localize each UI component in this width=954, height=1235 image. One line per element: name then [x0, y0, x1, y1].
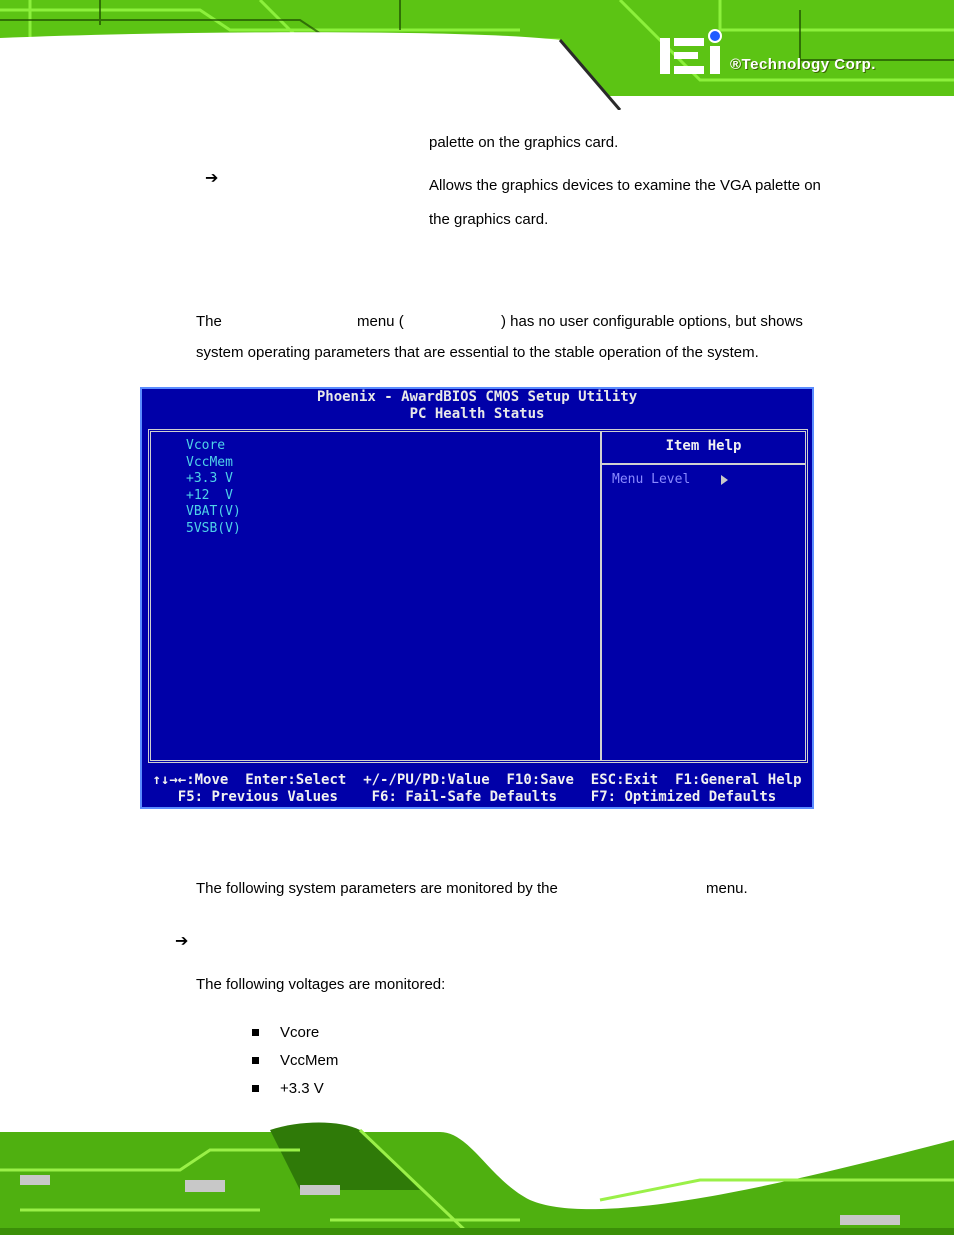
bios-panel [148, 429, 808, 763]
voltage-item-3v3: +3.3 V [280, 1080, 324, 1097]
item-help-title: Item Help [665, 438, 742, 454]
circuit-board-footer-image [0, 1120, 954, 1235]
arrow-bullet-icon: ➔ [175, 933, 189, 950]
bios-title: Phoenix - AwardBIOS CMOS Setup Utility [316, 389, 638, 405]
bios-item-vccmem[interactable]: VccMem [186, 455, 233, 470]
arrow-bullet-icon: ➔ [205, 170, 219, 187]
bios-item-5vsb[interactable]: 5VSB(V) [186, 521, 241, 536]
monitored-line-start: The following system parameters are monitored by the [196, 880, 558, 897]
bios-screen [140, 387, 814, 809]
intro-line: palette on the graphics card. [429, 134, 619, 151]
option-description-line2: the graphics card. [429, 211, 549, 228]
bios-item-12v[interactable]: +12 V [186, 488, 233, 503]
square-bullet-icon [252, 1029, 259, 1036]
logo-text: ®Technology Corp. [730, 56, 876, 73]
bios-key-help-line1: ↑↓→←:Move Enter:Select +/-/PU/PD:Value F10:Save ESC:Exit F1:General Help [152, 772, 802, 788]
bios-subtitle: PC Health Status [409, 406, 545, 422]
iei-logo-mark [658, 28, 728, 76]
description-line2: system operating parameters that are essential to the stable operation of the system. [196, 344, 759, 361]
voltage-item-vcore: Vcore [280, 1024, 320, 1041]
footer-banner [0, 1120, 954, 1235]
iei-logo [658, 24, 918, 84]
monitored-line-end: menu. [706, 880, 748, 897]
bios-item-vbat[interactable]: VBAT(V) [186, 504, 241, 519]
voltage-item-vccmem: VccMem [280, 1052, 339, 1069]
bios-help-separator [602, 463, 805, 465]
description-the: The [196, 313, 222, 330]
option-description-line1: Allows the graphics devices to examine the VGA palette on [429, 177, 821, 194]
square-bullet-icon [252, 1085, 259, 1092]
description-menu: menu ( [357, 313, 404, 330]
description-rest: ) has no user configurable options, but shows [501, 313, 803, 330]
header-banner [0, 0, 954, 110]
menu-level-label: Menu Level [612, 472, 691, 487]
bios-item-3v3[interactable]: +3.3 V [186, 471, 233, 486]
voltages-intro: The following voltages are monitored: [196, 976, 446, 993]
bios-divider [600, 432, 602, 760]
bios-key-help-line2: F5: Previous Values F6: Fail-Safe Defaults F7: Optimized Defaults [177, 789, 777, 805]
square-bullet-icon [252, 1057, 259, 1064]
menu-level-arrow-icon [721, 475, 728, 485]
bios-item-vcore[interactable]: Vcore [186, 438, 226, 453]
